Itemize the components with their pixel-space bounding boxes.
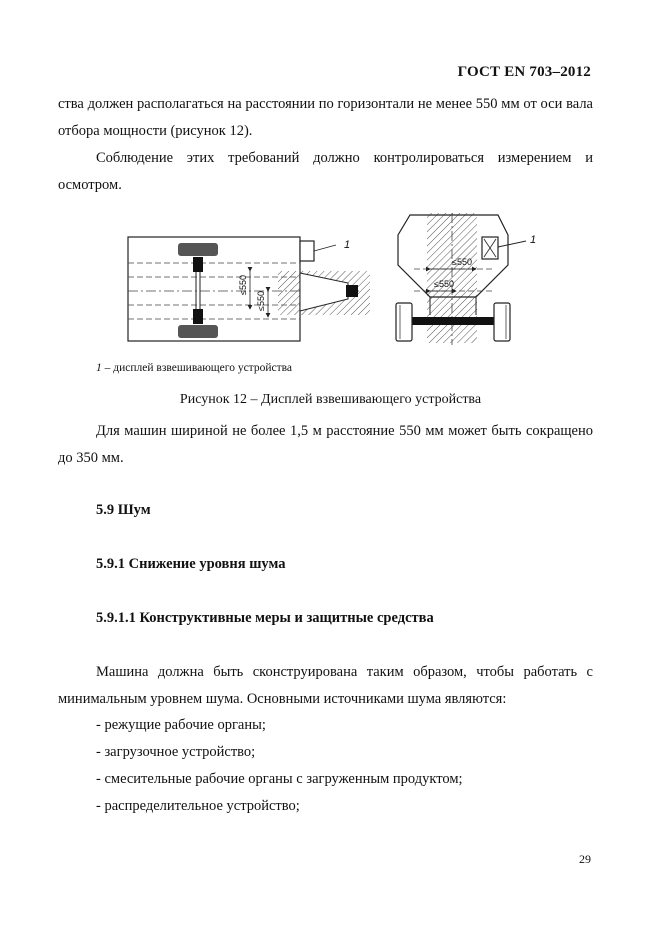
list-item: - загрузочное устройство;: [96, 744, 256, 760]
legend-text: – дисплей взвешивающего устройства: [101, 362, 293, 374]
axle-rear: [412, 317, 494, 325]
figure-legend: [96, 362, 292, 374]
weighing-display-left: [300, 241, 314, 261]
paragraph-control: Соблюдение этих требований должно контролироваться измерением и осмотром.: [58, 150, 593, 193]
callout-right: 1: [530, 234, 537, 246]
top-view-drawing: [128, 237, 370, 341]
section-heading-5-9-1: 5.9.1 Снижение уровня шума: [96, 556, 286, 572]
page-number: 29: [579, 852, 591, 866]
legend-number: 1: [96, 362, 102, 374]
wheel-left-rear: [396, 303, 412, 341]
rear-view-drawing: [396, 213, 536, 345]
dim-right-lower: ≤550: [434, 279, 454, 289]
list-item: - режущие рабочие органы;: [96, 717, 266, 733]
wheel-bottom: [178, 325, 218, 338]
dim-right-upper: ≤550: [452, 257, 472, 267]
wheel-right-rear: [494, 303, 510, 341]
dim-left-inner: ≤550: [256, 291, 266, 311]
list-item: - распределительное устройство;: [96, 798, 300, 814]
pto-shaft: [346, 285, 358, 297]
document-code-header: ГОСТ EN 703–2012: [457, 64, 591, 80]
list-item: - смесительные рабочие органы с загруженным продуктом;: [96, 771, 463, 787]
paragraph-width-exception: Для машин шириной не более 1,5 м расстояние 550 мм может быть сокращено до 350 мм.: [58, 423, 593, 466]
callout-left: 1: [344, 239, 351, 251]
figure-12-drawing: [100, 205, 560, 355]
dim-left-outer: ≤550: [238, 275, 248, 295]
paragraph-noise-sources: Машина должна быть сконструирована таким образом, чтобы работать с минимальным уровнем шума. Основными источниками шума являются:: [58, 664, 593, 707]
figure-caption: Рисунок 12 – Дисплей взвешивающего устройства: [179, 392, 482, 407]
wheel-top: [178, 243, 218, 256]
section-heading-5-9: 5.9 Шум: [96, 502, 151, 518]
section-heading-5-9-1-1: 5.9.1.1 Конструктивные меры и защитные средства: [96, 610, 434, 626]
paragraph-continuation: ства должен располагаться на расстоянии по горизонтали не менее 550 мм от оси вала отбора мощности (рисунок 12).: [58, 96, 593, 139]
